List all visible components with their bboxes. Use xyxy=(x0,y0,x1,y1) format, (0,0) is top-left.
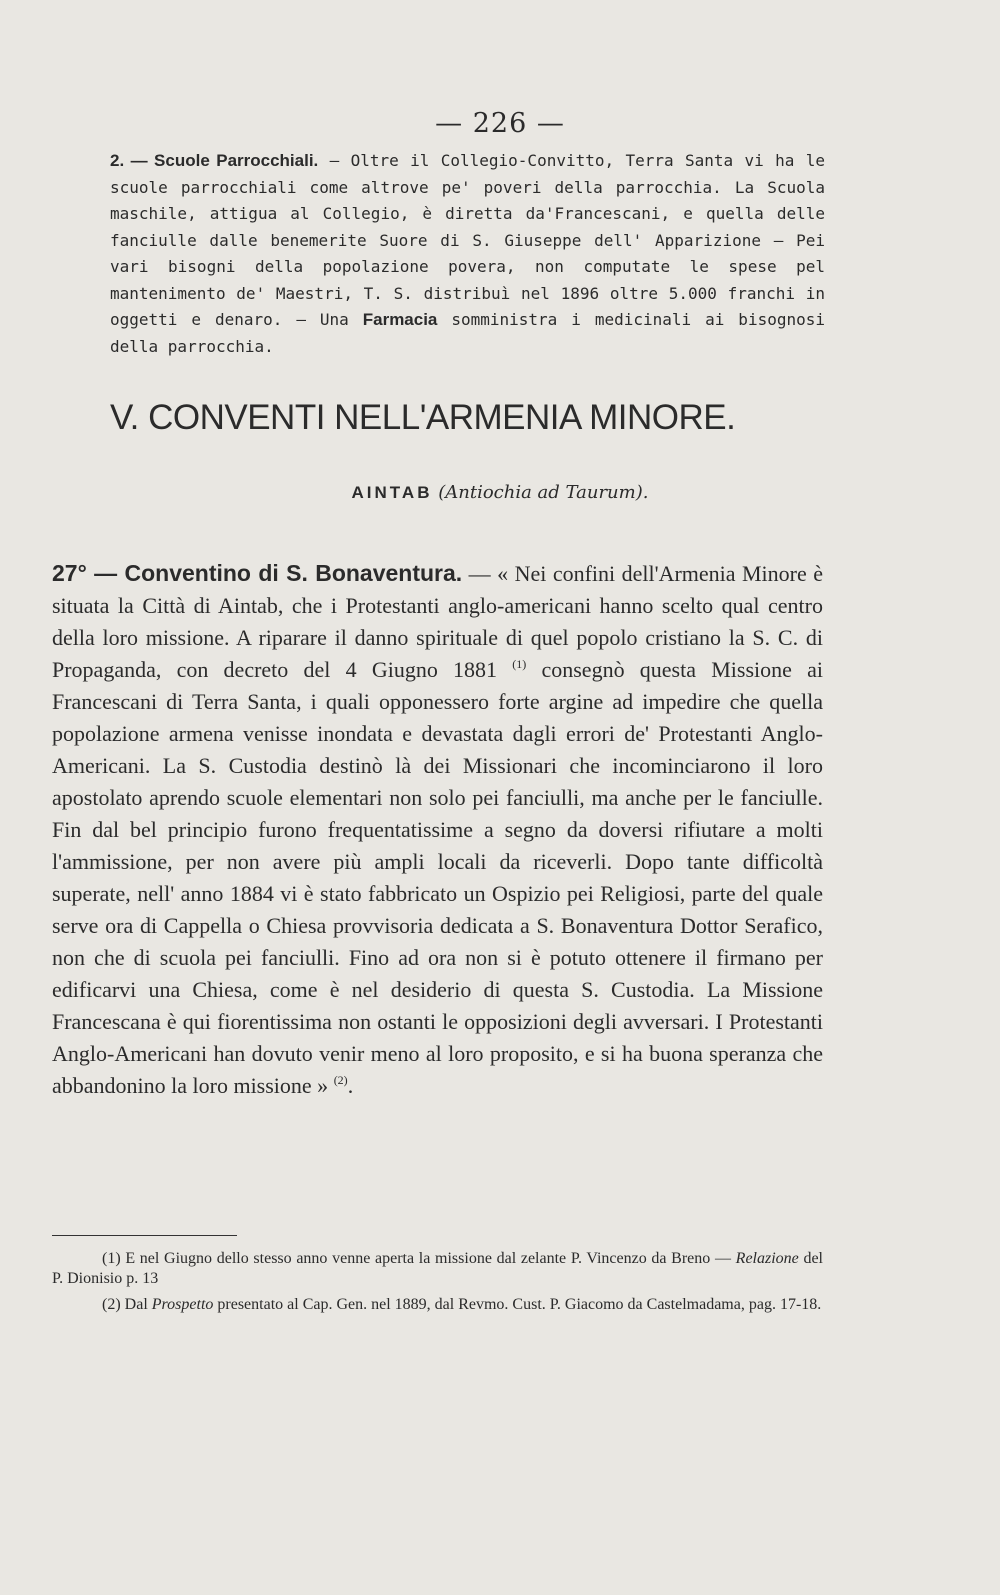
place-name: AINTAB xyxy=(351,483,433,502)
footnote-2 xyxy=(52,1295,823,1315)
section-text-2: somministra i medicinali ai bisognosi della parrocchia. xyxy=(110,310,825,356)
footnote-ref-2: (2) xyxy=(333,1073,348,1087)
place-line xyxy=(0,482,1000,503)
entry-body-2: consegnò questa Missione ai Francescani di Terra Santa, i quali opponessero forte argine ad impedire che quella popolazione armena venisse inondata e devastata dagli errori de' Protestanti Anglo-Americani. La S. Custodia destinò là dei Missionari che incominciarono il loro apostolato aprendo scuole elementari non solo pei fanciulli, ma anche per le fanciulle. Fin dal bel principio furono frequentatissime a segno da doversi rifiutare a molti l'ammissione, per non avere più ampli locali da riceverli. Dopo tante difficoltà superate, nell' anno 1884 vi è stato fabbricato un Ospizio pei Religiosi, parte del quale serve ora di Cappella o Chiesa provvisoria dedicata a S. Bonaventura Dottor Serafico, non che di scuola pei fanciulli. Fino ad ora non si è potuto ottenere il firmano per edificarvi una Chiesa, come è nel desiderio di questa S. Custodia. La Missione Francescana è qui fiorentissima non ostanti le opposizioni degli avversari. I Protestanti Anglo-Americani han dovuto venir meno al loro proposito, e si ha buona speranza che abbandonino la loro missione » xyxy=(52,657,823,1098)
section-text-1: — Oltre il Collegio-Convitto, Terra Santa vi ha le scuole parrocchiali come altrove pe' poveri della parrocchia. La Scuola maschile, attigua al Collegio, è diretta da'Francescani, e quella delle fanciulle dalle benemerite Suore di S. Giuseppe dell' Apparizione — Pei vari bisogni della popolazione povera, non computate le spese pel mantenimento de' Maestri, T. S. distribuì nel 1896 oltre 5.000 franchi in oggetti e denaro. — Una xyxy=(110,151,825,329)
footnote-ref-1: (1) xyxy=(512,657,527,671)
entry-title: 27° — Conventino di S. Bonaventura. xyxy=(52,560,463,586)
footnotes xyxy=(52,1249,823,1321)
footnote-2-text: (2) Dal xyxy=(102,1296,152,1313)
footnote-1-italic: Relazione xyxy=(735,1250,799,1267)
footnote-1-text: (1) E nel Giugno dello stesso anno venne aperta la missione dal zelante P. Vincenzo da Breno — xyxy=(102,1250,736,1267)
footnote-divider xyxy=(52,1235,237,1236)
section-scuole-parrocchiali xyxy=(110,148,825,360)
footnote-1 xyxy=(52,1249,823,1289)
footnote-1-tail: del P. Dionisio p. 13 xyxy=(52,1250,824,1287)
section-lead: 2. — Scuole Parrocchiali. xyxy=(110,151,319,170)
place-alt-name: (Antiochia ad Taurum). xyxy=(438,482,649,503)
footnote-2-tail: presentato al Cap. Gen. nel 1889, dal Revmo. Cust. P. Giacomo da Castelmadama, pag. 17-18. xyxy=(213,1296,822,1313)
footnote-2-italic: Prospetto xyxy=(151,1296,214,1313)
page-number: — 226 — xyxy=(435,108,565,139)
chapter-heading: V. CONVENTI NELL'ARMENIA MINORE. xyxy=(110,398,736,437)
entry-conventino xyxy=(52,557,823,1102)
entry-body-1: — « Nei confini dell'Armenia Minore è situata la Città di Aintab, che i Protestanti anglo-americani hanno scelto qual centro della loro missione. A riparare il danno spirituale di quel popolo cristiano la S. C. di Propaganda, con decreto del 4 Giugno 1881 xyxy=(52,561,823,682)
entry-end: . xyxy=(347,1073,354,1098)
section-bold-term: Farmacia xyxy=(362,310,438,329)
